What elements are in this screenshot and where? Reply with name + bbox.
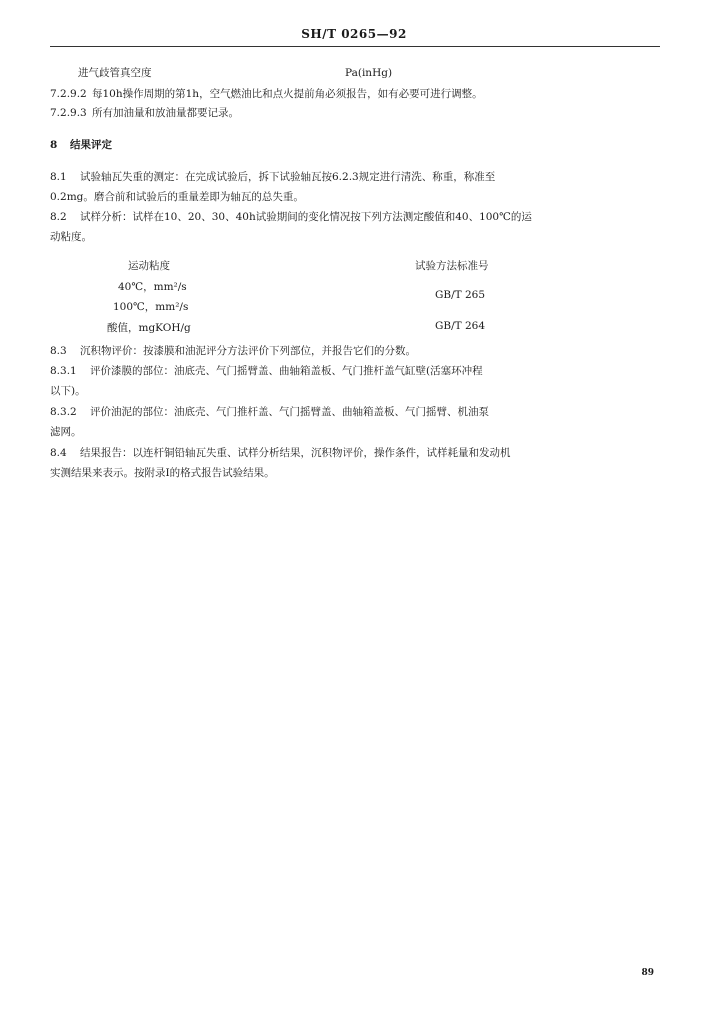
page-number: 89 (641, 968, 654, 978)
header-rule (50, 46, 660, 47)
clause-8-2 (50, 210, 532, 224)
clause-7-2-9-2 (50, 87, 483, 101)
clause-text: 试样分析：试样在10、20、30、40h试验期间的变化情况按下列方法测定酸值和40、100℃的运 (80, 211, 532, 223)
intake-vacuum-label: 进气歧管真空度 (78, 67, 152, 79)
clause-8-1-cont: 0.2mg。磨合前和试验后的重量差即为轴瓦的总失重。 (50, 191, 304, 203)
clause-number: 8.4 (50, 447, 67, 459)
clause-number: 8.3 (50, 345, 67, 357)
clause-text: 评价漆膜的部位：油底壳、气门摇臂盖、曲轴箱盖板、气门推杆盖气缸壁(活塞环冲程 (90, 365, 483, 377)
clause-number: 7.2.9.2 (50, 88, 87, 100)
table-row-40c: 40℃，mm²/s (118, 281, 187, 293)
clause-7-2-9-3 (50, 106, 239, 120)
table-header-method: 试验方法标准号 (415, 260, 489, 272)
clause-number: 8.2 (50, 211, 67, 223)
clause-text: 评价油泥的部位：油底壳、气门推杆盖、气门摇臂盖、曲轴箱盖板、气门摇臂、机油泵 (90, 406, 489, 418)
clause-8-3-2-cont: 滤网。 (50, 426, 82, 438)
intake-vacuum-unit: Pa(inHg) (345, 67, 393, 79)
clause-text: 沉积物评价：按漆膜和油泥评分方法评价下列部位，并报告它们的分数。 (80, 345, 416, 357)
clause-number: 8.1 (50, 171, 67, 183)
clause-8-4 (50, 446, 511, 460)
clause-8-3-1 (50, 364, 483, 378)
clause-text: 每10h操作周期的第1h，空气燃油比和点火提前角必须报告，如有必要可进行调整。 (92, 88, 483, 100)
clause-8-1 (50, 170, 495, 184)
running-header: SH/T 0265—92 (301, 27, 407, 41)
section-8-heading (50, 138, 112, 152)
clause-8-3-2 (50, 405, 489, 419)
clause-text: 所有加油量和放油量都要记录。 (92, 107, 239, 119)
section-title: 结果评定 (70, 139, 112, 151)
table-row-acid: 酸值，mgKOH/g (107, 322, 191, 334)
intake-vacuum-line (78, 66, 152, 80)
clause-8-3 (50, 344, 416, 358)
clause-8-3-1-cont: 以下)。 (50, 385, 86, 397)
clause-number: 7.2.9.3 (50, 107, 87, 119)
table-header-viscosity: 运动粘度 (128, 260, 170, 272)
table-row-100c: 100℃，mm²/s (113, 301, 189, 313)
clause-8-4-cont: 实测结果来表示。按附录I的格式报告试验结果。 (50, 467, 275, 479)
clause-text: 试验轴瓦失重的测定：在完成试验后，拆下试验轴瓦按6.2.3规定进行清洗、称重，称准至 (80, 171, 496, 183)
clause-number: 8.3.2 (50, 406, 77, 418)
clause-text: 结果报告：以连杆铜铅轴瓦失重、试样分析结果，沉积物评价，操作条件，试样耗量和发动机 (80, 447, 511, 459)
table-acid-method: GB/T 264 (435, 320, 486, 332)
clause-number: 8.3.1 (50, 365, 77, 377)
section-number: 8 (50, 139, 58, 151)
table-viscosity-method: GB/T 265 (435, 289, 486, 301)
clause-8-2-cont: 动粘度。 (50, 231, 92, 243)
